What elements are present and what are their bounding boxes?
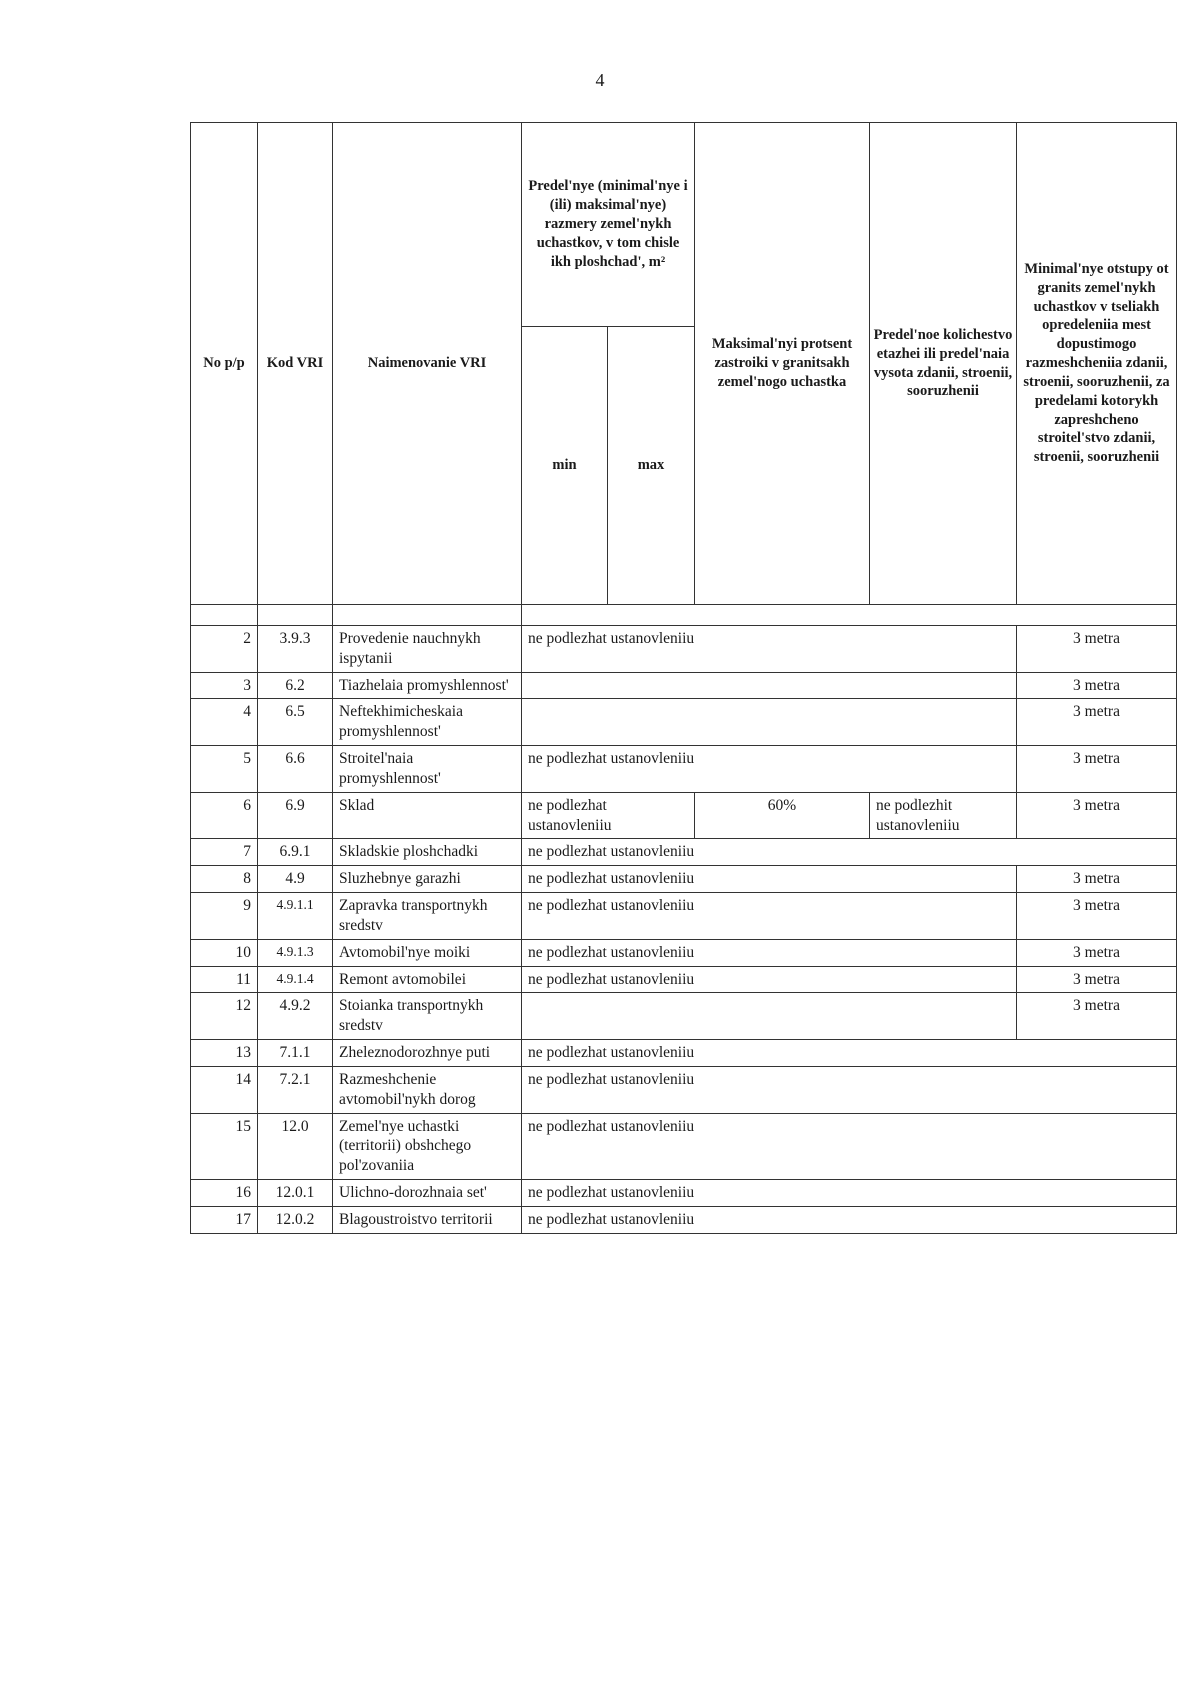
row-setback: 3 metra (1017, 626, 1177, 673)
row-name: Zheleznodorozhnye puti (333, 1040, 522, 1067)
row-limits: ne podlezhat ustanovleniiu (522, 839, 1177, 866)
table-row (191, 626, 1177, 673)
row-num: 8 (191, 866, 258, 893)
row-num: 4 (191, 699, 258, 746)
table-row (191, 672, 1177, 699)
row-num: 6 (191, 792, 258, 839)
table-row (191, 939, 1177, 966)
table-row (191, 893, 1177, 940)
row-code: 12.0.2 (258, 1206, 333, 1233)
row-name: Razmeshchenie avtomobil'nykh dorog (333, 1066, 522, 1113)
table-row (191, 699, 1177, 746)
row-name: Remont avtomobilei (333, 966, 522, 993)
row-code: 7.2.1 (258, 1066, 333, 1113)
row-limits: ne podlezhat ustanovleniiu (522, 1040, 1177, 1067)
row-limits: ne podlezhat ustanovleniiu (522, 939, 1017, 966)
row-code: 6.9 (258, 792, 333, 839)
row-num: 2 (191, 626, 258, 673)
row-code: 12.0.1 (258, 1180, 333, 1207)
row-name: Zemel'nye uchastki (territorii) obshchego pol'zovaniia (333, 1113, 522, 1179)
row-num: 13 (191, 1040, 258, 1067)
row-num: 15 (191, 1113, 258, 1179)
row-setback: 3 metra (1017, 746, 1177, 793)
row-code: 3.9.3 (258, 626, 333, 673)
row-name: Stoianka transportnykh sredstv (333, 993, 522, 1040)
table-row (191, 866, 1177, 893)
row-limits: ne podlezhat ustanovleniiu (522, 966, 1017, 993)
table-row (191, 792, 1177, 839)
row-setback: 3 metra (1017, 966, 1177, 993)
spacer-row (191, 605, 1177, 626)
header-plot-sizes: Predel'nye (minimal'nye i (ili) maksimal'nye) razmery zemel'nykh uchastkov, v tom chisle ikh ploshchad', m² (522, 123, 695, 327)
row-name: Ulichno-dorozhnaia set' (333, 1180, 522, 1207)
table-row (191, 839, 1177, 866)
row-setback: 3 metra (1017, 866, 1177, 893)
table-row (191, 993, 1177, 1040)
row-limits: ne podlezhat ustanovleniiu (522, 746, 1017, 793)
row-limits (522, 993, 1017, 1040)
row-setback: 3 metra (1017, 993, 1177, 1040)
row-code: 6.2 (258, 672, 333, 699)
row-limits: ne podlezhat ustanovleniiu (522, 1066, 1177, 1113)
row-limits: ne podlezhat ustanovleniiu (522, 1113, 1177, 1179)
table-row (191, 966, 1177, 993)
row-max-percent: 60% (695, 792, 870, 839)
row-limits (522, 672, 1017, 699)
row-name: Zapravka transportnykh sredstv (333, 893, 522, 940)
row-num: 9 (191, 893, 258, 940)
row-limits: ne podlezhat ustanovleniiu (522, 1180, 1177, 1207)
row-num: 5 (191, 746, 258, 793)
header-setbacks: Minimal'nye otstupy ot granits zemel'nykh uchastkov v tseliakh opredeleniia mest dopustimogo razmeshcheniia zdanii, stroenii, sooruzhenii, za predelami kotorykh zapreshcheno stroitel'stvo zdanii, stroenii, sooruzhenii (1017, 123, 1177, 605)
table-row (191, 1066, 1177, 1113)
row-setback: 3 metra (1017, 939, 1177, 966)
row-limits (522, 699, 1017, 746)
header-min: min (522, 327, 608, 605)
row-num: 12 (191, 993, 258, 1040)
row-code: 4.9 (258, 866, 333, 893)
row-name: Neftekhimicheskaia promyshlennost' (333, 699, 522, 746)
row-code: 7.1.1 (258, 1040, 333, 1067)
row-name: Tiazhelaia promyshlennost' (333, 672, 522, 699)
header-num: No p/p (191, 123, 258, 605)
row-name: Sluzhebnye garazhi (333, 866, 522, 893)
row-code: 6.5 (258, 699, 333, 746)
row-code: 4.9.1.1 (258, 893, 333, 940)
row-code: 4.9.2 (258, 993, 333, 1040)
row-setback: 3 metra (1017, 792, 1177, 839)
table-row (191, 1113, 1177, 1179)
row-num: 7 (191, 839, 258, 866)
table-row (191, 1040, 1177, 1067)
row-code: 4.9.1.3 (258, 939, 333, 966)
row-name: Skladskie ploshchadki (333, 839, 522, 866)
row-limits: ne podlezhat ustanovleniiu (522, 893, 1017, 940)
row-code: 12.0 (258, 1113, 333, 1179)
row-num: 3 (191, 672, 258, 699)
row-limits: ne podlezhat ustanovleniiu (522, 866, 1017, 893)
row-num: 14 (191, 1066, 258, 1113)
table-row (191, 1206, 1177, 1233)
row-setback: 3 metra (1017, 699, 1177, 746)
row-limits: ne podlezhat ustanovleniiu (522, 626, 1017, 673)
header-code: Kod VRI (258, 123, 333, 605)
header-floors: Predel'noe kolichestvo etazhei ili predel'naia vysota zdanii, stroenii, sooruzhenii (870, 123, 1017, 605)
row-num: 10 (191, 939, 258, 966)
row-num: 16 (191, 1180, 258, 1207)
row-name: Provedenie nauchnykh ispytanii (333, 626, 522, 673)
page-number: 4 (595, 70, 605, 90)
zoning-regulations-table (190, 122, 1177, 1234)
table-row (191, 746, 1177, 793)
row-setback: 3 metra (1017, 893, 1177, 940)
row-name: Stroitel'naia promyshlennost' (333, 746, 522, 793)
row-code: 4.9.1.4 (258, 966, 333, 993)
row-floors: ne podlezhit ustanovleniiu (870, 792, 1017, 839)
header-name: Naimenovanie VRI (333, 123, 522, 605)
row-setback: 3 metra (1017, 672, 1177, 699)
header-max-percent: Maksimal'nyi protsent zastroiki v granitsakh zemel'nogo uchastka (695, 123, 870, 605)
row-name: Blagoustroistvo territorii (333, 1206, 522, 1233)
row-code: 6.6 (258, 746, 333, 793)
row-plot-sizes: ne podlezhat ustanovleniiu (522, 792, 695, 839)
row-name: Sklad (333, 792, 522, 839)
row-num: 17 (191, 1206, 258, 1233)
row-limits: ne podlezhat ustanovleniiu (522, 1206, 1177, 1233)
table-row (191, 1180, 1177, 1207)
row-num: 11 (191, 966, 258, 993)
row-code: 6.9.1 (258, 839, 333, 866)
row-name: Avtomobil'nye moiki (333, 939, 522, 966)
header-max: max (608, 327, 695, 605)
